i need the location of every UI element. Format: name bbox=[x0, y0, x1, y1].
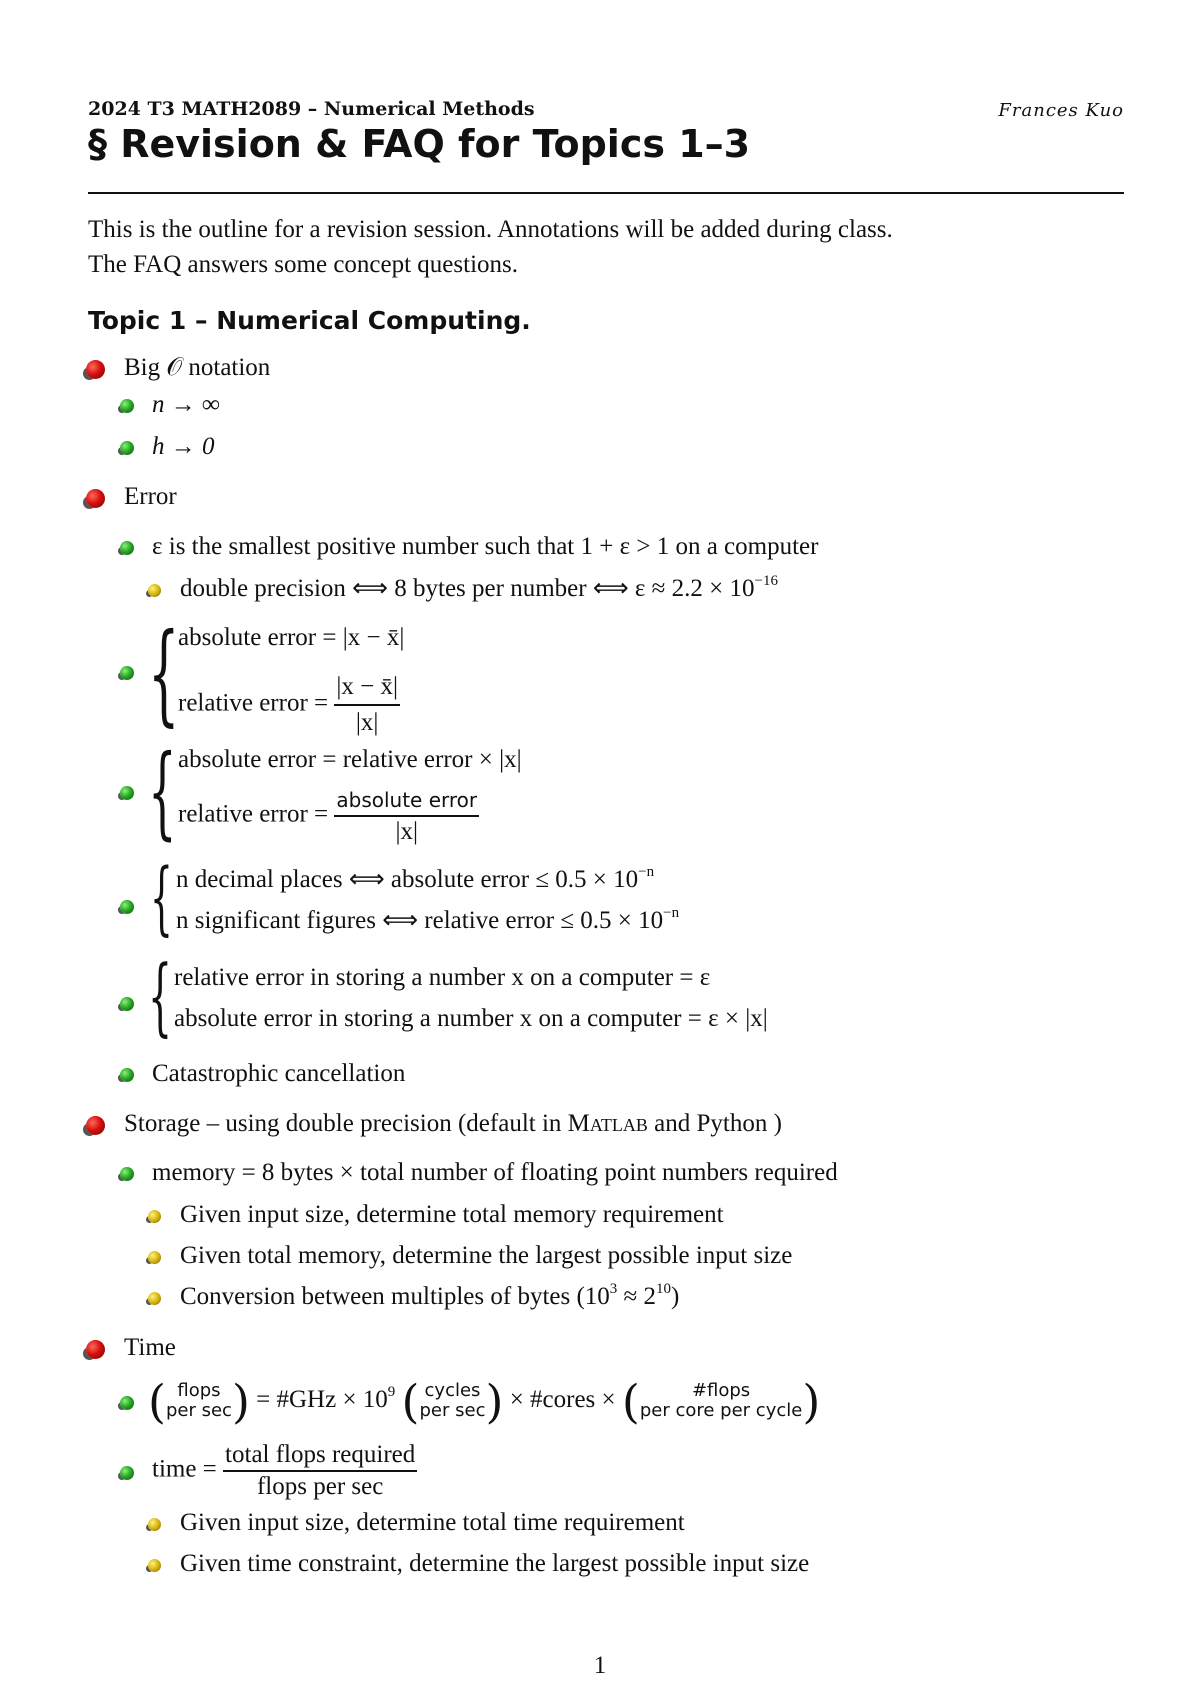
bullet-big-o: Big 𝒪 notation bbox=[124, 354, 271, 381]
bullet-storage-sub-2: Given total memory, determine the largest possible input size bbox=[180, 1242, 793, 1269]
bullet-double-precision bbox=[180, 574, 778, 604]
flops-bottom: per sec bbox=[165, 1400, 232, 1422]
open-paren: ( bbox=[148, 1374, 166, 1429]
storage-sub3-mid: ≈ 2 bbox=[617, 1283, 657, 1310]
bullet-green-icon bbox=[120, 399, 134, 413]
flops-per-core-cycle bbox=[640, 1381, 802, 1421]
author-name: Frances Kuo bbox=[998, 100, 1124, 121]
decimal-places-text: n decimal places ⟺ absolute error ≤ 0.5 × 10 bbox=[176, 866, 639, 893]
bullet-yellow-icon bbox=[148, 1518, 161, 1531]
double-precision-text: double precision ⟺ 8 bytes per number ⟺ ε ≈ 2.2 × 10 bbox=[180, 575, 755, 602]
fraction-denominator: |x| bbox=[355, 709, 379, 736]
pc-top: #flops bbox=[691, 1380, 751, 1402]
bullet-epsilon-def: ε is the smallest positive number such that 1 + ε > 1 on a computer bbox=[152, 533, 819, 560]
bullet-red-icon bbox=[86, 1340, 105, 1359]
open-paren: ( bbox=[401, 1374, 420, 1429]
storage-sub3-post: ) bbox=[671, 1283, 680, 1310]
page-number: 1 bbox=[593, 1652, 607, 1679]
bullet-green-icon bbox=[120, 997, 134, 1011]
page-title: § Revision & FAQ for Topics 1–3 bbox=[88, 122, 751, 166]
bullet-yellow-icon bbox=[148, 1251, 161, 1264]
rel-error-fraction bbox=[334, 670, 400, 740]
double-precision-exponent: −16 bbox=[754, 573, 778, 589]
bullet-green-icon bbox=[120, 441, 134, 455]
fraction-denominator: |x| bbox=[395, 818, 419, 845]
bullet-storage bbox=[124, 1109, 782, 1139]
abs-from-rel: absolute error = relative error × |x| bbox=[178, 746, 522, 773]
bullet-yellow-icon bbox=[148, 584, 161, 597]
bullet-green-icon bbox=[120, 541, 134, 555]
bullet-yellow-icon bbox=[148, 1559, 161, 1572]
bullet-red-icon bbox=[86, 1116, 105, 1135]
cycles-top: cycles bbox=[424, 1380, 481, 1402]
flops-equation bbox=[148, 1372, 820, 1429]
left-brace: { bbox=[150, 851, 173, 944]
storage-label-matlab: Matlab bbox=[567, 1110, 648, 1137]
time-prefix: time = bbox=[152, 1455, 217, 1483]
intro-line-2: The FAQ answers some concept questions. bbox=[88, 251, 519, 278]
sig-figs-exponent: −n bbox=[663, 905, 680, 921]
bullet-n-infinity: n → ∞ bbox=[152, 391, 220, 418]
bullet-time: Time bbox=[124, 1334, 176, 1361]
decimal-places-exponent: −n bbox=[638, 864, 655, 880]
storing-rel-error: relative error in storing a number x on a computer = ε bbox=[174, 964, 711, 991]
open-paren: ( bbox=[621, 1374, 640, 1429]
rel-from-abs-prefix: relative error = bbox=[178, 800, 329, 828]
bullet-green-icon bbox=[120, 1396, 134, 1410]
topic-1-heading: Topic 1 – Numerical Computing. bbox=[88, 306, 531, 335]
bullet-h-zero: h → 0 bbox=[152, 433, 215, 460]
intro-line-1: This is the outline for a revision session. Annotations will be added during class. bbox=[88, 216, 893, 243]
bullet-red-icon bbox=[86, 360, 105, 379]
bullet-green-icon bbox=[120, 666, 134, 680]
rel-error-prefix: relative error = bbox=[178, 689, 329, 717]
close-paren: ) bbox=[485, 1374, 504, 1429]
cycles-per-sec bbox=[420, 1381, 486, 1421]
course-header: 2024 T3 MATH2089 – Numerical Methods bbox=[88, 98, 535, 120]
left-brace: { bbox=[148, 947, 173, 1045]
fraction-numerator: absolute error bbox=[334, 785, 479, 817]
storing-abs-error: absolute error in storing a number x on a computer = ε × |x| bbox=[174, 1005, 768, 1032]
ghz-exponent: 9 bbox=[387, 1384, 396, 1400]
decimal-places bbox=[176, 865, 654, 895]
fraction-numerator: |x − x̄| bbox=[334, 670, 400, 706]
flops-top: flops bbox=[177, 1380, 221, 1402]
title-rule bbox=[88, 192, 1124, 194]
cycles-bottom: per sec bbox=[419, 1400, 486, 1422]
sig-figs-text: n significant figures ⟺ relative error ≤ 0.5 × 10 bbox=[176, 907, 664, 934]
storage-sub3-pre: Conversion between multiples of bytes (10 bbox=[180, 1283, 610, 1310]
bullet-green-icon bbox=[120, 1167, 134, 1181]
flops-per-sec bbox=[166, 1381, 232, 1421]
close-paren: ) bbox=[231, 1374, 250, 1429]
bullet-green-icon bbox=[120, 1466, 134, 1480]
bullet-red-icon bbox=[86, 489, 105, 508]
storage-label-post: and Python ) bbox=[647, 1110, 782, 1137]
bullet-storage-sub-1: Given input size, determine total memory requirement bbox=[180, 1201, 724, 1228]
storage-sub3-exp1: 3 bbox=[609, 1281, 618, 1297]
left-brace: { bbox=[148, 609, 180, 737]
rel-from-abs bbox=[178, 785, 479, 847]
fraction-denominator: flops per sec bbox=[256, 1473, 384, 1500]
close-paren: ) bbox=[802, 1374, 821, 1429]
ghz-term: = #GHz × 10 bbox=[256, 1386, 388, 1413]
bullet-yellow-icon bbox=[148, 1210, 161, 1223]
bullet-green-icon bbox=[120, 1068, 134, 1082]
intro-paragraph bbox=[88, 212, 893, 282]
bullet-green-icon bbox=[120, 786, 134, 800]
pc-bottom: per core per cycle bbox=[639, 1400, 803, 1422]
fraction-numerator: total flops required bbox=[223, 1440, 417, 1472]
bullet-time-sub-1: Given input size, determine total time requirement bbox=[180, 1509, 685, 1536]
left-brace: { bbox=[148, 733, 177, 850]
significant-figures bbox=[176, 906, 679, 936]
storage-sub3-exp2: 10 bbox=[656, 1281, 672, 1297]
bullet-yellow-icon bbox=[148, 1292, 161, 1305]
bullet-memory: memory = 8 bytes × total number of floating point numbers required bbox=[152, 1159, 838, 1186]
bullet-storage-sub-3 bbox=[180, 1282, 679, 1312]
time-equation bbox=[152, 1440, 417, 1502]
bullet-error: Error bbox=[124, 483, 177, 510]
time-fraction bbox=[223, 1440, 417, 1502]
cores-term: × #cores × bbox=[509, 1386, 616, 1413]
storage-label-pre: Storage – using double precision (default in bbox=[124, 1110, 568, 1137]
abs-error-def: absolute error = |x − x̄| bbox=[178, 624, 405, 651]
bullet-green-icon bbox=[120, 900, 134, 914]
bullet-time-sub-2: Given time constraint, determine the largest possible input size bbox=[180, 1550, 810, 1577]
bullet-catastrophic: Catastrophic cancellation bbox=[152, 1060, 406, 1087]
rel-error-def bbox=[178, 670, 400, 740]
rel-from-abs-fraction bbox=[334, 785, 479, 847]
